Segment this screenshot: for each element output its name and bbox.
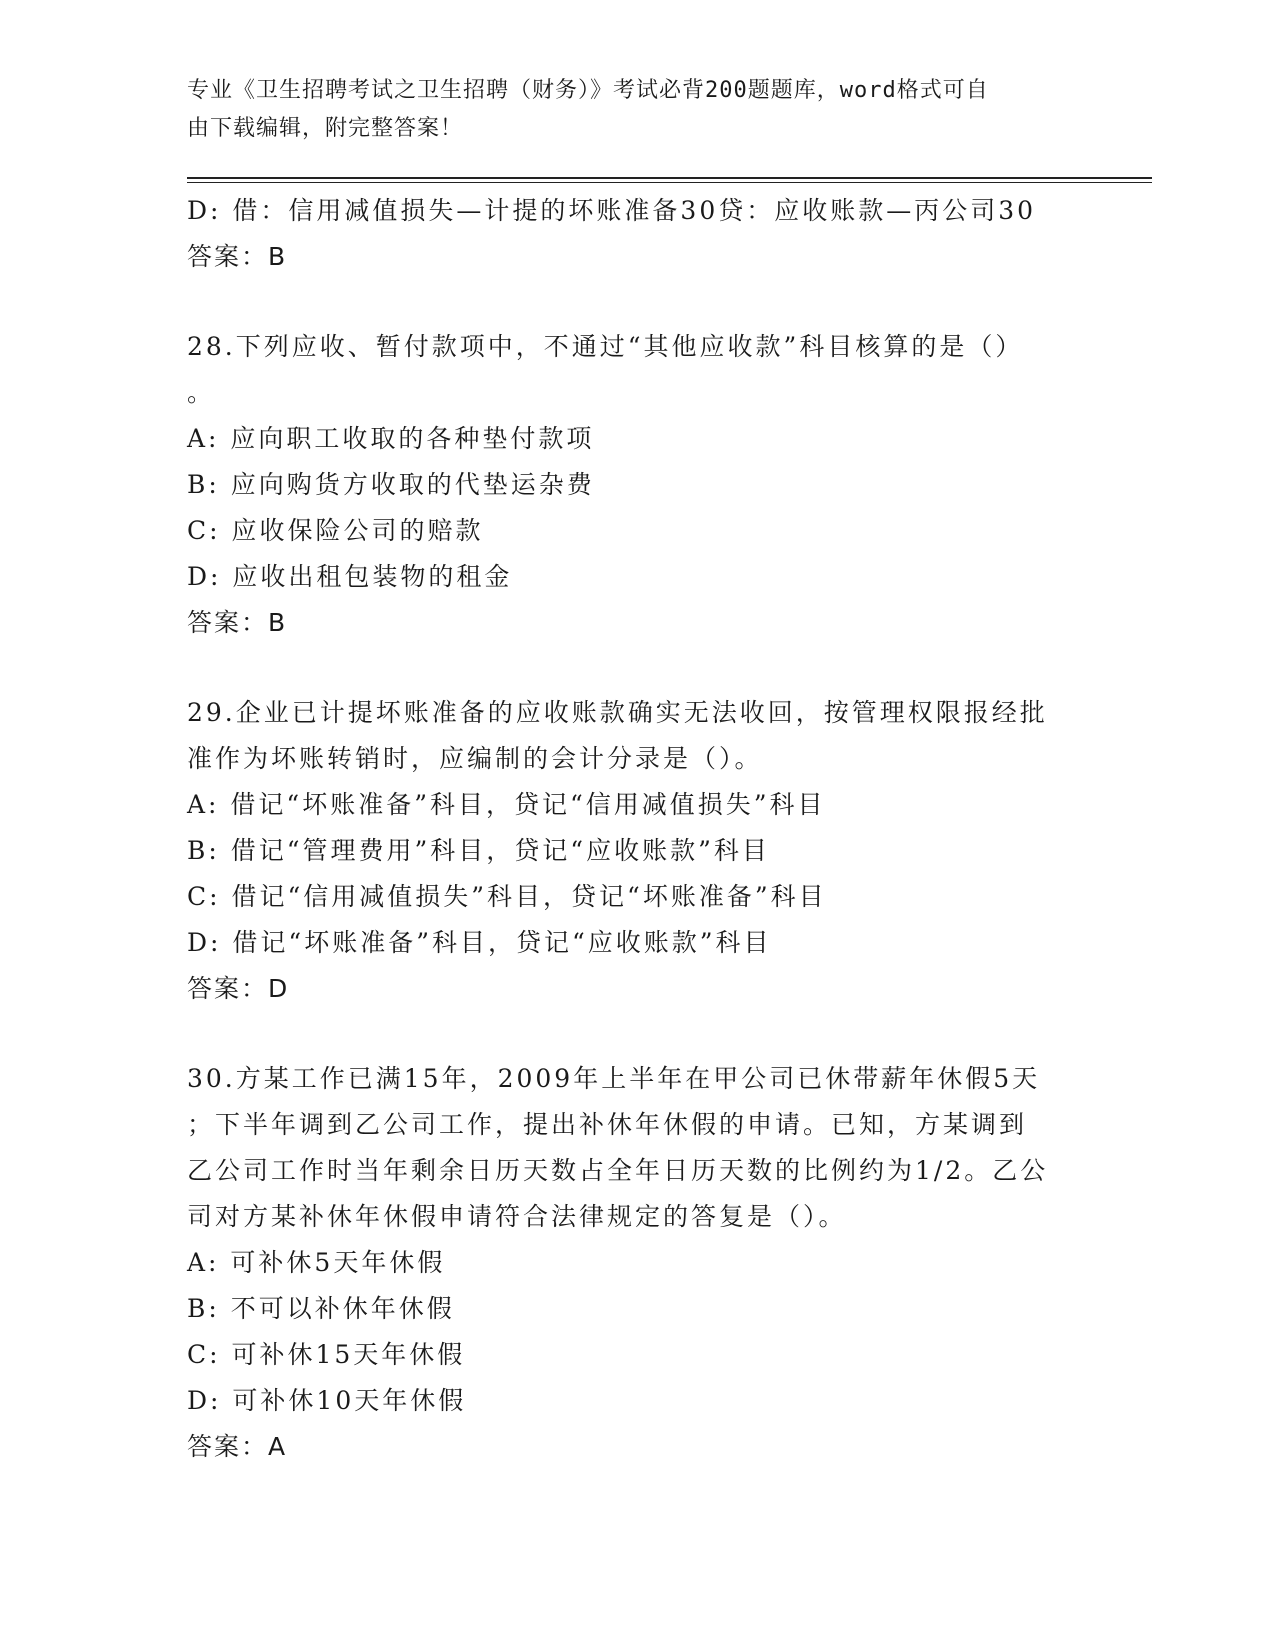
question-text-line: 30.方某工作已满15年，2009年上半年在甲公司已休带薪年休假5天 [187, 1064, 1041, 1093]
option-a: A: 借记“坏账准备”科目，贷记“信用减值损失”科目 [187, 790, 826, 819]
question-29 [187, 690, 1087, 1012]
option-c: C: 应收保险公司的赔款 [187, 516, 484, 545]
option-b: B: 借记“管理费用”科目，贷记“应收账款”科目 [187, 836, 770, 865]
option-b: B: 应向购货方收取的代垫运杂费 [187, 470, 595, 499]
question-text-line: 28.下列应收、暂付款项中，不通过“其他应收款”科目核算的是（） [187, 332, 1024, 361]
option-d: D: 可补休10天年休假 [187, 1386, 467, 1415]
header-divider-thin [187, 182, 1152, 183]
spacer [187, 1012, 1087, 1056]
option-d: D: 借：信用减值损失—计提的坏账准备30贷：应收账款—丙公司30 [187, 196, 1037, 225]
option-a: A: 应向职工收取的各种垫付款项 [187, 424, 595, 453]
question-text-line: 29.企业已计提坏账准备的应收账款确实无法收回，按管理权限报经批 [187, 698, 1048, 727]
question-30 [187, 1056, 1087, 1470]
question-text-line: 司对方某补休年休假申请符合法律规定的答复是（）。 [187, 1202, 847, 1231]
question-28 [187, 324, 1087, 646]
header-line-1: 专业《卫生招聘考试之卫生招聘（财务）》考试必背200题题库，word格式可自 [187, 78, 989, 103]
answer-line: 答案：D [187, 974, 290, 1003]
document-body [187, 188, 1087, 1470]
answer-line: 答案：B [187, 242, 288, 271]
prev-question-block [187, 188, 1087, 280]
header-line-2: 由下载编辑，附完整答案！ [187, 116, 464, 141]
question-text-line: 乙公司工作时当年剩余日历天数占全年日历天数的比例约为1/2。乙公 [187, 1156, 1049, 1185]
option-b: B: 不可以补休年休假 [187, 1294, 455, 1323]
answer-line: 答案：A [187, 1432, 288, 1461]
question-text-line: ；下半年调到乙公司工作，提出补休年休假的申请。已知，方某调到 [187, 1110, 1028, 1139]
question-text-line: 准作为坏账转销时，应编制的会计分录是（）。 [187, 744, 763, 773]
option-a: A: 可补休5天年休假 [187, 1248, 446, 1277]
document-header [187, 72, 1077, 148]
spacer [187, 280, 1087, 324]
option-d: D: 借记“坏账准备”科目，贷记“应收账款”科目 [187, 928, 772, 957]
spacer [187, 646, 1087, 690]
header-divider-thick [187, 177, 1152, 179]
option-c: C: 可补休15天年休假 [187, 1340, 466, 1369]
question-text-line: 。 [187, 378, 216, 407]
option-c: C: 借记“信用减值损失”科目，贷记“坏账准备”科目 [187, 882, 827, 911]
option-d: D: 应收出租包装物的租金 [187, 562, 513, 591]
answer-line: 答案：B [187, 608, 288, 637]
